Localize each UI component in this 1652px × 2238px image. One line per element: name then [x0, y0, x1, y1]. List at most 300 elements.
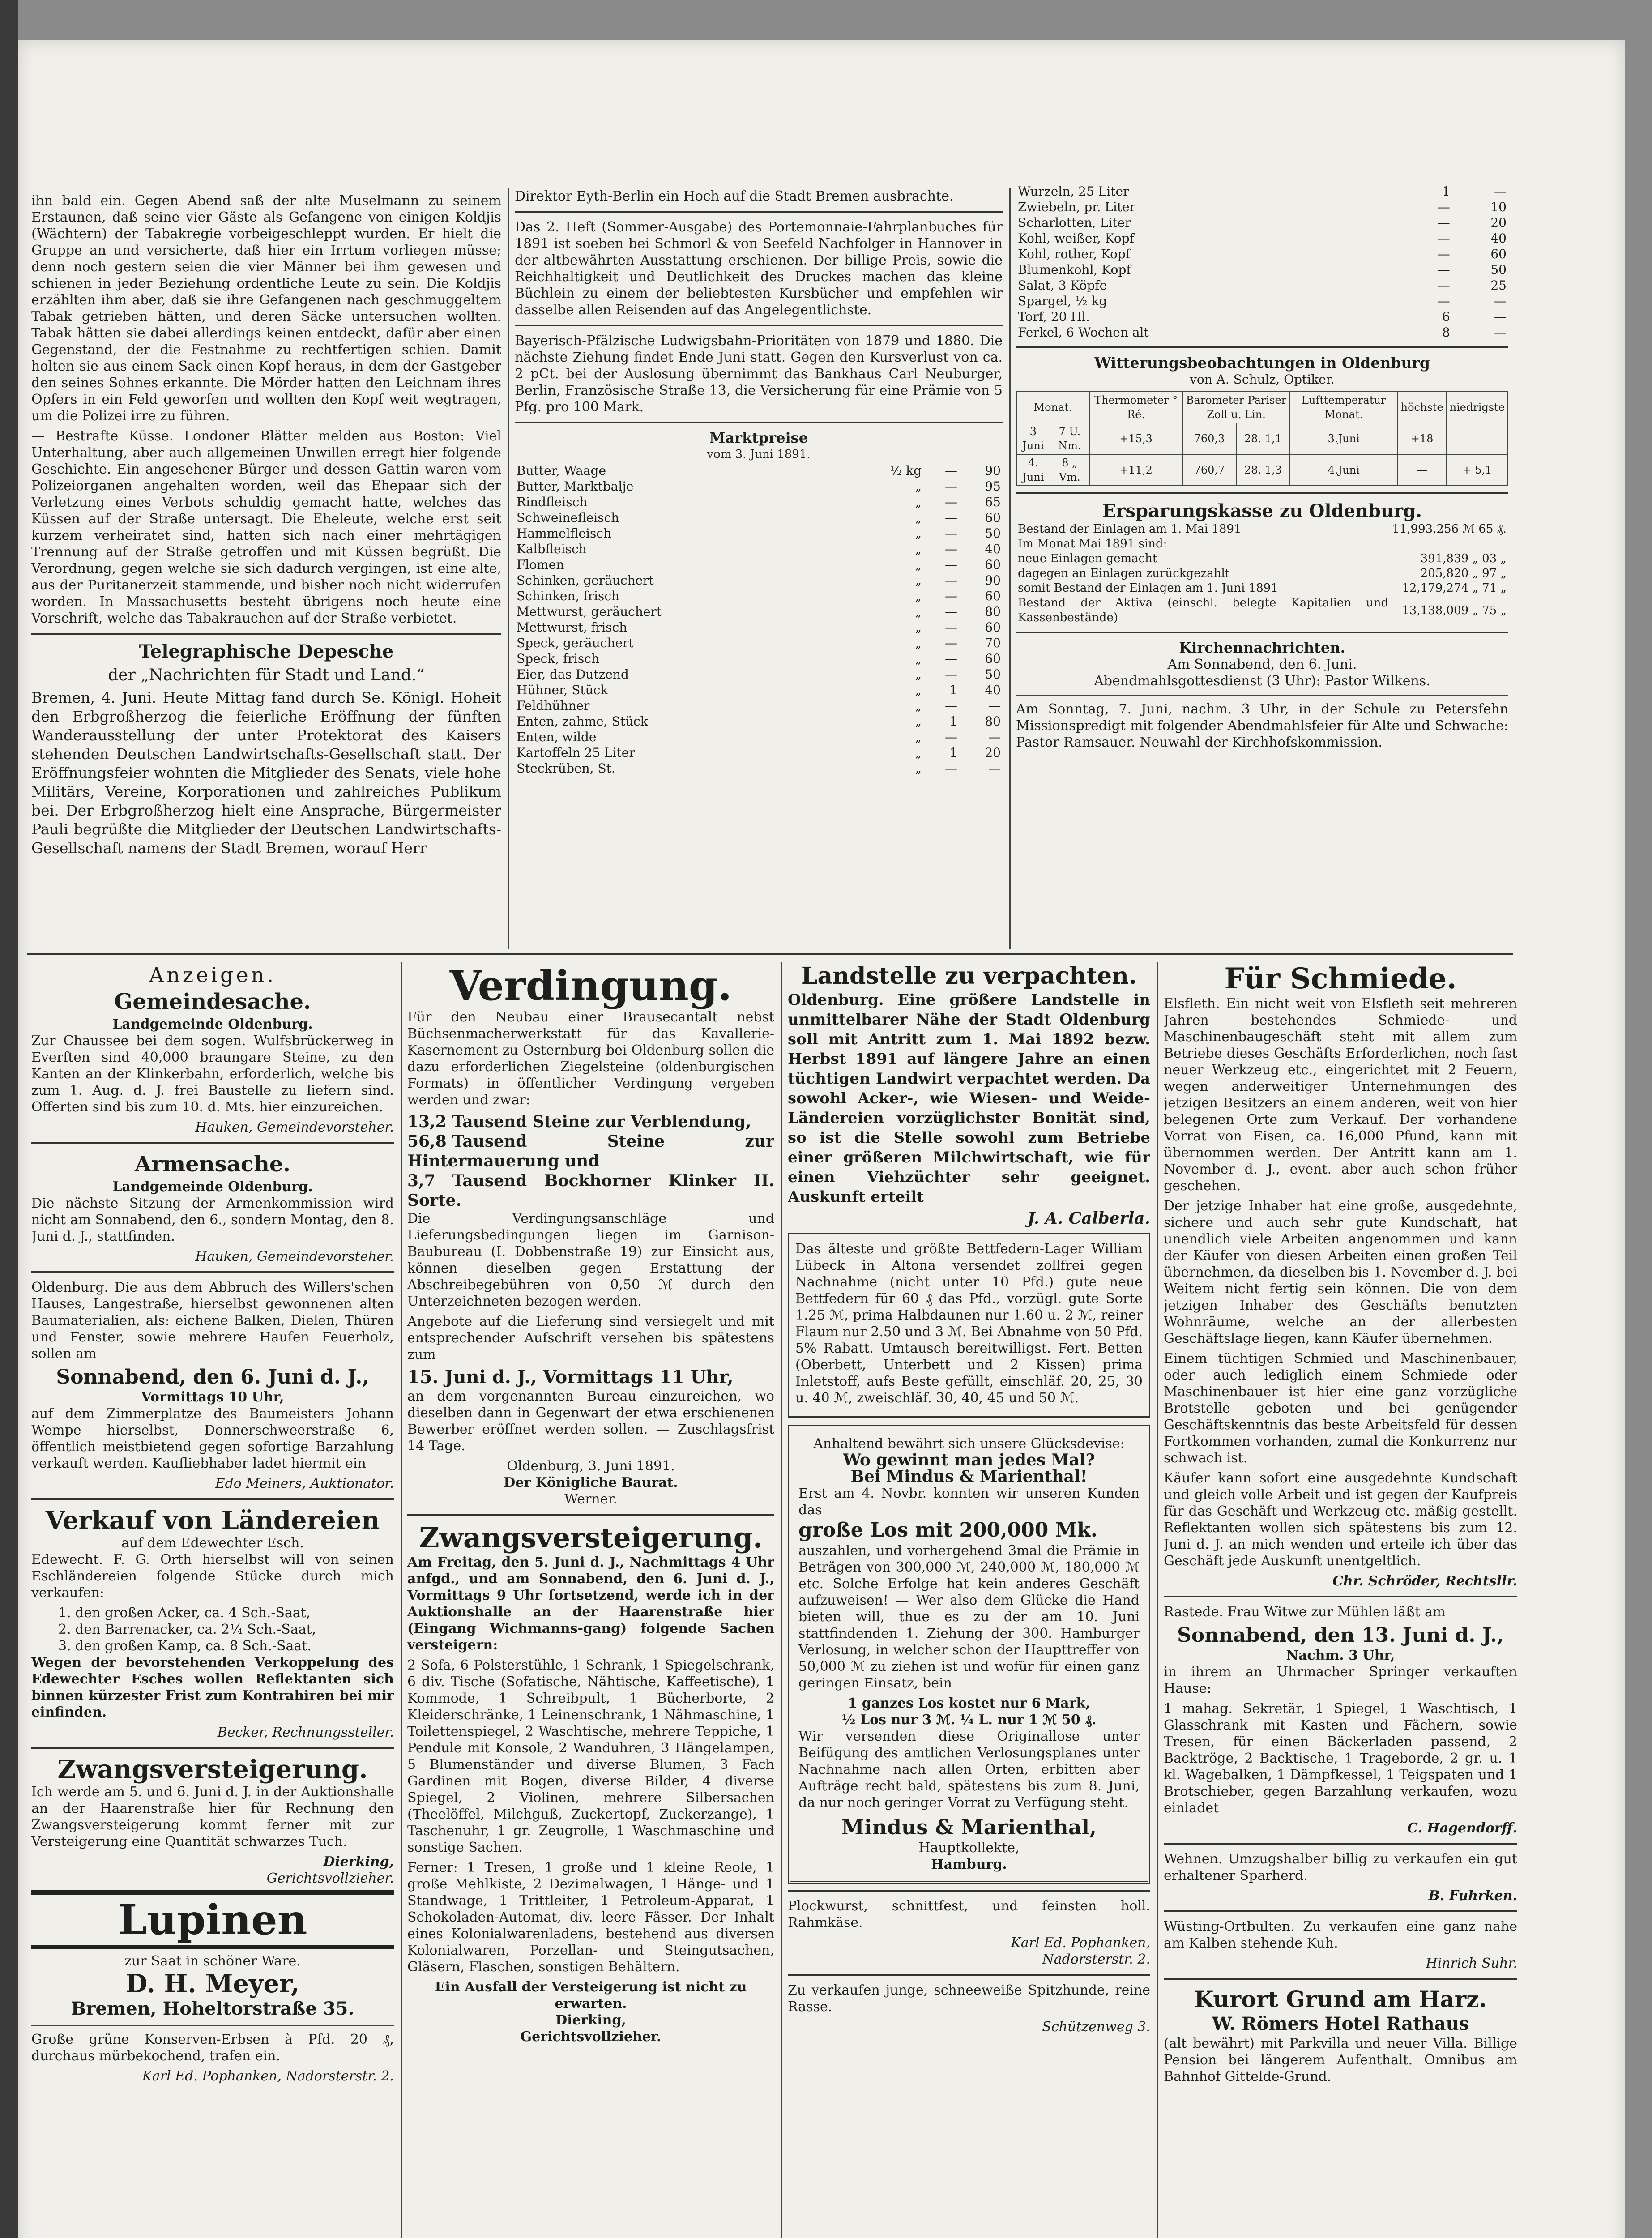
- market-pfennig: —: [988, 698, 1001, 713]
- weather-header: Lufttemperatur Monat.: [1290, 392, 1398, 423]
- abbruch-text: Oldenburg. Die aus dem Abbruch des Willers'schen Hauses, Langestraße, hierselbst gewonnenen alten Baumaterialien, als: eichene Balken, Dielen, Thüren und Fenster, sowie mehrere Haufen Feuerholz, sollen am: [31, 1280, 394, 1362]
- weather-cell-baro2: 28. 1,3: [1236, 454, 1290, 486]
- verkauf-text-2: Wegen der bevorstehenden Verkoppelung des Edewechter Esches wollen Reflektanten sich binnen kürzester Frist zum Kontrahiren bei mir einfinden.: [31, 1655, 394, 1720]
- weather-cell-date: 4. Juni: [1016, 454, 1050, 486]
- market-pfennig: 60: [985, 589, 1001, 603]
- weather-header: Thermometer ° Ré.: [1089, 392, 1182, 423]
- rastede-date: Sonnabend, den 13. Juni d. J.,: [1177, 1624, 1504, 1647]
- market-row: [515, 572, 1003, 588]
- weather-cell-baro: 760,7: [1182, 454, 1236, 486]
- rastede-text: Rastede. Frau Witwe zur Mühlen läßt am: [1164, 1604, 1446, 1620]
- verdingung-deadline: 15. Juni d. J., Vormittags 11 Uhr,: [407, 1367, 734, 1388]
- weather-cell-baro2: 28. 1,1: [1236, 423, 1290, 454]
- market-item: Schinken, geräuchert: [517, 573, 654, 588]
- verdingung-item: [407, 1171, 774, 1210]
- zwang2-note: Ein Ausfall der Versteigerung ist nicht zu erwarten.: [435, 1979, 747, 2012]
- veg-pfennig: 10: [1490, 200, 1507, 214]
- schmiede-text-3: Einem tüchtigen Schmied und Maschinenbauer, oder auch lediglich einem Schmiede oder Maschinenbauer ist hier eine ganz vorzügliche Brotstelle geboten und bei genügender Geschäftskenntnis das beste Arbeitsfeld für dessen Fortkommen vorhanden, zumal die Konkurrenz nur schwach ist.: [1164, 1351, 1517, 1466]
- market-title: Marktpreise: [709, 429, 808, 446]
- kaese-signature: Karl Ed. Pophanken,: [1011, 1935, 1150, 1951]
- market-row: [515, 463, 1003, 478]
- abbruch-text-2: auf dem Zimmerplatze des Baumeisters Johann Wempe hierselbst, Donnerschweerstraße 6, öffentlich meistbietend gegen sofortige Barzahlung verkauft werden. Kaufliebhaber ladet hiermit ein: [31, 1406, 394, 1471]
- armen-title: Armensache.: [134, 1152, 291, 1177]
- market-row: [515, 525, 1003, 541]
- divider: [1016, 346, 1508, 348]
- market-row: [515, 635, 1003, 651]
- lupinen-address: Bremen, Hoheltorstraße 35.: [71, 1998, 354, 2019]
- weather-cell-min: + 5,1: [1447, 454, 1508, 486]
- news-column-3: [1016, 184, 1508, 949]
- market-pfennig: 50: [985, 526, 1001, 541]
- market-row: [515, 698, 1003, 713]
- market-item: Mettwurst, frisch: [517, 620, 628, 635]
- market-pfennig: 90: [985, 463, 1001, 478]
- market-mark: 1: [949, 714, 958, 729]
- sparkasse-row: [1016, 551, 1508, 566]
- verkauf-text: Edewecht. F. G. Orth hierselbst will von seinen Eschländereien folgende Stücke durch mich verkaufen:: [31, 1552, 394, 1601]
- weather-cell-min: [1447, 423, 1508, 454]
- column-divider: [781, 962, 782, 2238]
- veg-mark: 6: [1442, 309, 1450, 324]
- market-pfennig: 70: [985, 636, 1001, 650]
- weather-cell-day: 3.Juni: [1290, 423, 1398, 454]
- sparkasse-row: [1016, 566, 1508, 581]
- zwang-signature-2: Gerichtsvollzieher.: [266, 1871, 394, 1886]
- market-mark: —: [945, 698, 958, 713]
- verdingung-item: [407, 1132, 774, 1171]
- verdingung-text-2: Die Verdingungsanschläge und Lieferungsbedingungen liegen im Garnison-Baubureau (I. Dobbenstraße 19) zur Einsicht aus, können dieselben gegen Erstattung der Abschreibegebühren von 0,50 ℳ durch den Unterzeichneten bezogen werden.: [407, 1211, 774, 1309]
- gemeinde-title: Gemeindesache.: [114, 989, 311, 1014]
- weather-cell-time: 7 U. Nm.: [1050, 423, 1089, 454]
- veg-pfennig: 60: [1490, 247, 1507, 261]
- market-item: Schinken, frisch: [517, 589, 620, 603]
- market-mark: —: [945, 510, 958, 525]
- lotto-price: 1 ganzes Los kostet nur 6 Mark,: [848, 1696, 1090, 1711]
- lotto-firm: Mindus & Marienthal,: [841, 1815, 1097, 1839]
- market-unit: „: [915, 745, 922, 760]
- veg-mark: —: [1437, 278, 1450, 293]
- veg-item: Scharlotten, Liter: [1018, 215, 1131, 230]
- story-paragraph: — Bestrafte Küsse. Londoner Blätter melden aus Boston: Viel Unterhaltung, aber auch allgemeinen Unwillen erregt hier folgende Geschichte. Ein angesehener Bürger und dessen Gattin waren vom Polizeiorganen angehalten worden, weil das Ehepaar sich der Verletzung eines Verbots schuldig gemacht hatte, welches das Küssen auf der Straße untersagt. Die Eheleute, welche erst seit kurzem verheiratet sind, hatten sich nach einer mehrtägigen Trennung auf der Straße getroffen und mit Küssen begrüßt. Die Verordnung, gegen welche sie sich dadurch vergingen, ist eine alte, aus der Puritanerzeit stammende, und bisher noch nicht widerrufen worden. In Massachusetts besteht übrigens noch heute eine Vorschrift, welche das Tabakrauchen auf der Straße verbietet.: [31, 428, 501, 626]
- market-row: [515, 651, 1003, 666]
- verkauf-title: Verkauf von Ländereien: [45, 1506, 380, 1535]
- veg-mark: —: [1437, 231, 1450, 246]
- verkauf-signature: Becker, Rechnungssteller.: [217, 1725, 394, 1740]
- market-pfennig: —: [988, 730, 1001, 744]
- ads-column-4: [1164, 962, 1517, 2238]
- market-row: [515, 510, 1003, 525]
- divider: [1164, 1843, 1517, 1845]
- divider: [31, 633, 501, 635]
- lotto-text-2: auszahlen, und vorhergehend 3mal die Prämie in Beträgen von 300,000 ℳ, 240,000 ℳ, 180,000 ℳ etc. Solche Erfolge hat kein anderes Geschäft aufzuweisen! — Wer also dem Glücke die Hand bieten will, thue es zu der am 10. Juni stattfindenden 1. Ziehung der 300. Hamburger Verlosung, in welcher schon der Haupttreffer von 50,000 ℳ zu ziehen ist und wofür für einen ganz geringen Einsatz, bein: [798, 1543, 1140, 1691]
- market-unit: „: [915, 479, 922, 494]
- veg-row: [1016, 262, 1508, 278]
- weather-subtitle: von A. Schulz, Optiker.: [1190, 372, 1335, 387]
- market-pfennig: 20: [985, 745, 1001, 760]
- sparkasse-value: 12,179,274 „ 71 „: [1402, 581, 1507, 595]
- market-pfennig: 80: [985, 604, 1001, 619]
- abbruch-signature: Edo Meiners, Auktionator.: [215, 1476, 394, 1491]
- market-unit: „: [915, 761, 922, 776]
- divider: [31, 1142, 394, 1144]
- verdingung-title: Verdingung.: [449, 962, 732, 1010]
- market-row: [515, 494, 1003, 510]
- section-divider: [27, 953, 1513, 955]
- veg-mark: —: [1437, 262, 1450, 277]
- kirchen-line: Am Sonnabend, den 6. Juni.: [1167, 657, 1357, 672]
- weather-cell-time: 8 „ Vm.: [1050, 454, 1089, 486]
- divider: [31, 1498, 394, 1500]
- market-mark: —: [945, 463, 958, 478]
- veg-row: [1016, 309, 1508, 325]
- market-pfennig: 60: [985, 510, 1001, 525]
- veg-row: [1016, 184, 1508, 199]
- wuesting-signature: Hinrich Suhr.: [1426, 1956, 1517, 1971]
- kirchen-text: Am Sonntag, 7. Juni, nachm. 3 Uhr, in der Schule zu Petersfehn Missionspredigt mit folgender Abendmahlsfeier für Alte und Schwache: Pastor Ramsauer. Neuwahl der Kirchhofskommission.: [1016, 701, 1508, 750]
- lotto-price-2: ½ Los nur 3 ℳ. ¼ L. nur 1 ℳ 50 ₰.: [841, 1712, 1097, 1728]
- sparkasse-row: [1016, 537, 1508, 551]
- telegram-subtitle: der „Nachrichten für Stadt und Land.“: [108, 666, 425, 684]
- lotto-city: Hamburg.: [931, 1857, 1007, 1872]
- sparkasse-label: Bestand der Einlagen am 1. Mai 1891: [1018, 522, 1242, 536]
- divider: [1164, 1910, 1517, 1912]
- lotto-text-3: Wir versenden diese Originallose unter Beifügung des amtlichen Verlosungsplanes unter Nachnahme nach allen Orten, erbitten aber Aufträge recht bald, spätestens bis zum 8. Juni, da nur noch geringer Vorrat zu Verfügung steht.: [798, 1729, 1140, 1811]
- market-row: [515, 619, 1003, 635]
- verdingung-text-3: Angebote auf die Lieferung sind versiegelt und mit entsprechender Aufschrift versehen bis spätestens zum: [407, 1314, 774, 1362]
- divider: [407, 1514, 774, 1516]
- telegram-text: Bremen, 4. Juni. Heute Mittag fand durch Se. Königl. Hoheit den Erbgroßherzog die feierliche Eröffnung der fünften Wanderausstellung der unter Protektorat des Kaisers stehenden Deutschen Landwirtschafts-Gesellschaft statt. Der Eröffnungsfeier wohnten die Mitglieder des Senats, viele hohe Militärs, Vereine, Korporationen und zahlreiches Publikum bei. Der Erbgroßherzog hielt eine Ansprache, Bürgermeister Pauli begrüßte die Mitglieder der Deutschen Landwirtschafts-Gesellschaft namens der Stadt Bremen, worauf Herr: [31, 689, 501, 857]
- market-item: Hühner, Stück: [517, 683, 608, 697]
- market-pfennig: 60: [985, 620, 1001, 635]
- sparkasse-value: [1390, 537, 1508, 551]
- rastede-items: 1 mahag. Sekretär, 1 Spiegel, 1 Waschtisch, 1 Glasschrank mit Kasten und Fächern, sowie Tresen, für einen Bäckerladen passend, 2 Backtröge, 2 Backtische, 1 Trageborde, 2 gr. u. 1 kl. Wagebalken, 1 Dämpfkessel, 1 Teigspaten und 1 Brotschieber, gegen Barzahlung verkaufen, wozu einladet: [1164, 1701, 1517, 1816]
- story-paragraph: ihn bald ein. Gegen Abend saß der alte Muselmann zu seinem Erstaunen, daß seine vier Gäste als Gefangene von einigen Koldjis (Wächtern) der Tabakregie vorbeigeschleppt wurden. Er hielt die Gruppe an und versicherte, daß hier ein Irrtum vorliegen müsse; denn noch gestern seien die vier Männer bei ihm gewesen und schienen in jeder Beziehung ordentliche Leute zu sein. Die Koldjis erzählten ihm aber, daß sie ihre Gefangenen nach geschmuggeltem Tabak getrieben hätten, und deren Säcke untersuchen wollten. Tabak hätten sie dabei allerdings keinen entdeckt, dafür aber einen Gegenstand, der die Festnahme zu rechtfertigen schien. Damit holten sie aus einem Sack einen Kopf heraus, in dem der Gastgeber den seines Sohnes erkannte. Die Mörder hatten den Leichnam ihres Opfers in ein Feld geworfen und wollten den Kopf weit wegtragen, um die Polizei irre zu führen.: [31, 193, 501, 424]
- market-item: Speck, geräuchert: [517, 636, 634, 650]
- veg-mark: —: [1437, 200, 1450, 214]
- veg-pfennig: —: [1494, 294, 1507, 308]
- weather-row: [1016, 423, 1508, 454]
- divider: [515, 325, 1003, 326]
- kaese-text: Plockwurst, schnittfest, und feinsten holl. Rahmkäse.: [788, 1898, 1150, 1930]
- verdingung-signature-2: Werner.: [564, 1491, 618, 1507]
- weather-cell-max: —: [1398, 454, 1447, 486]
- market-mark: —: [945, 620, 958, 635]
- market-item: Hammelfleisch: [517, 526, 612, 541]
- veg-pfennig: —: [1494, 184, 1507, 199]
- veg-item: Salat, 3 Köpfe: [1018, 278, 1107, 293]
- market-unit: „: [915, 730, 922, 744]
- market-unit: „: [915, 604, 922, 619]
- market-date: vom 3. Juni 1891.: [707, 448, 811, 461]
- veg-pfennig: 40: [1490, 231, 1507, 246]
- market-row: [515, 588, 1003, 604]
- vegetable-price-table: [1016, 184, 1508, 340]
- verdingung-desc: Tausend Steine zur Hintermauerung und: [407, 1132, 774, 1170]
- spitz-text: Zu verkaufen junge, schneeweiße Spitzhunde, reine Rasse.: [788, 1982, 1150, 2015]
- verdingung-item: [407, 1112, 774, 1132]
- rastede-text-2: in ihrem an Uhrmacher Springer verkauften Hause:: [1164, 1664, 1517, 1696]
- market-mark: 1: [949, 745, 958, 760]
- veg-row: [1016, 293, 1508, 309]
- market-item: Enten, wilde: [517, 730, 597, 744]
- sparkasse-label: neue Einlagen gemacht: [1018, 552, 1157, 565]
- market-mark: —: [945, 636, 958, 650]
- veg-mark: —: [1437, 294, 1450, 308]
- divider: [31, 1271, 394, 1273]
- divider: [1164, 1596, 1517, 1597]
- divider: [1164, 1978, 1517, 1980]
- lotto-answer: Bei Mindus & Marienthal!: [850, 1467, 1088, 1486]
- weather-cell-temp: +11,2: [1089, 454, 1182, 486]
- market-item: Steckrüben, St.: [517, 761, 615, 776]
- market-pfennig: 40: [985, 542, 1001, 556]
- market-mark: —: [945, 730, 958, 744]
- market-row: [515, 604, 1003, 619]
- abbruch-time: Vormittags 10 Uhr,: [141, 1389, 284, 1405]
- lotto-question: Wo gewinnt man jedes Mal?: [843, 1451, 1095, 1469]
- lupinen-firm: D. H. Meyer,: [125, 1969, 300, 1999]
- sparkasse-label: Bestand der Aktiva (einschl. belegte Kapitalien und Kassenbestände): [1018, 596, 1389, 624]
- market-row: [515, 729, 1003, 745]
- veg-item: Ferkel, 6 Wochen alt: [1018, 325, 1149, 340]
- zwang2-text: Am Freitag, den 5. Juni d. J., Nachmittags 4 Uhr anfgd., und am Sonnabend, den 6. Juni d. J., Vormittags 9 Uhr fortsetzend, werde ich in der Auktionshalle an der Haarenstraße hier (Eingang Wichmanns-gang) folgende Sachen versteigern:: [407, 1555, 774, 1653]
- lupinen-banner: [31, 1890, 394, 1949]
- weather-cell-temp: +15,3: [1089, 423, 1182, 454]
- market-unit: „: [915, 667, 922, 682]
- market-mark: —: [945, 589, 958, 603]
- lotto-firm-2: Hauptkollekte,: [918, 1840, 1020, 1856]
- weather-header: Monat.: [1016, 392, 1089, 423]
- wuesting-text: Wüsting-Ortbulten. Zu verkaufen eine ganz nahe am Kalben stehende Kuh.: [1164, 1919, 1517, 1951]
- market-row: [515, 745, 1003, 760]
- market-row: [515, 713, 1003, 729]
- sparkasse-table: [1016, 522, 1508, 625]
- sparkasse-label: Im Monat Mai 1891 sind:: [1018, 537, 1167, 551]
- veg-item: Spargel, ½ kg: [1018, 294, 1107, 308]
- zwang2-items-2: Ferner: 1 Tresen, 1 große und 1 kleine Reole, 1 große Mehlkiste, 2 Dezimalwagen, 1 Hänge- und 1 Standwage, 1 Trittleiter, 1 Petroleum-Apparat, 1 Schokoladen-Automat, div. leere Fässer. Der Inhalt eines Kolonialwarenladens, bestehend aus diversen Kolonialwaren, Porzellan- und Steingutsachen, Gläsern, Flaschen, sonstigen Behältern.: [407, 1860, 774, 1975]
- market-mark: —: [945, 651, 958, 666]
- gemeinde-sub: Landgemeinde Oldenburg.: [112, 1016, 313, 1032]
- market-mark: —: [945, 495, 958, 509]
- wehnen-text: Wehnen. Umzugshalber billig zu verkaufen ein gut erhaltener Sparherd.: [1164, 1851, 1517, 1884]
- zwang-text: Ich werde am 5. und 6. Juni d. J. in der Auktionshalle an der Haarenstraße hier für Rechnung den Zwangsversteigerung kommt ferner mit zur Versteigerung eine Quantität schwarzes Tuch.: [31, 1784, 394, 1849]
- market-unit: „: [915, 651, 922, 666]
- market-pfennig: 60: [985, 651, 1001, 666]
- verdingung-text: Für den Neubau einer Brausecantalt nebst Büchsenmacherwerkstatt für das Kavallerie-Kasernement zu Osternburg bei Oldenburg sollen die dazu erforderlichen Ziegelsteine (oldenburgischen Formats) in öffentlicher Verdingung vergeben werden und zwar:: [407, 1009, 774, 1108]
- verdingung-desc: Tausend Steine zur Verblendung,: [452, 1112, 751, 1131]
- lotto-ad: [788, 1425, 1150, 1884]
- sparkasse-value: 11,993,256 ℳ 65 ₰.: [1392, 522, 1507, 536]
- market-unit: „: [915, 620, 922, 635]
- lupinen-sub: zur Saat in schöner Ware.: [124, 1953, 301, 1969]
- market-item: Butter, Waage: [517, 463, 606, 478]
- landstelle-title: Landstelle zu verpachten.: [801, 962, 1137, 990]
- market-item: Flomen: [517, 557, 564, 572]
- sparkasse-row: [1016, 522, 1508, 537]
- schmiede-text-2: Der jetzige Inhaber hat eine große, ausgedehnte, sichere und auch sehr gute Kundschaft, hat unendlich viele Arbeiten angenommen und kann der Käufer von diesen Arbeiten einen großen Teil übernehmen, da dieselben bis 1. November d. J. bei Weitem nicht fertig sein können. Die von dem jetzigen Inhaber des Geschäfts benutzten Wohnräume, welche an der allerbesten Geschäftslage liegen, kann Käufer übernehmen.: [1164, 1198, 1517, 1346]
- ludwigsbahn-notice: Bayerisch-Pfälzische Ludwigsbahn-Prioritäten von 1879 und 1880. Die nächste Ziehung findet Ende Juni statt. Gegen den Kursverlust von ca. 2 pCt. bei der Auslosung übernimmt das Bankhaus Carl Neuburger, Berlin, Französische Straße 13, die Versicherung für eine Prämie von 5 Pfg. pro 100 Mark.: [515, 333, 1003, 415]
- veg-item: Torf, 20 Hl.: [1018, 309, 1090, 324]
- veg-row: [1016, 215, 1508, 231]
- veg-mark: —: [1437, 247, 1450, 261]
- federn-text: Das älteste und größte Bettfedern-Lager William Lübeck in Altona versendet zollfrei gegen Nachnahme (nicht unter 10 Pfd.) gute neue Bettfedern für 60 ₰ das Pfd., vorzügl. gute Sorte 1.25 ℳ, prima Halbdaunen nur 1.60 u. 2 ℳ, reiner Flaum nur 2.50 und 3 ℳ. Bei Abnahme von 50 Pfd. 5% Rabatt. Umtausch bereitwilligst. Fert. Betten (Oberbett, Unterbett und 2 Kissen) prima Inletstoff, aufs Beste gefüllt, einschläf. 20, 25, 30 u. 40 ℳ, zweischläf. 30, 40, 45 und 50 ℳ.: [795, 1241, 1143, 1406]
- verdingung-place: Oldenburg, 3. Juni 1891.: [507, 1458, 675, 1474]
- zwang2-items: 2 Sofa, 6 Polsterstühle, 1 Schrank, 1 Spiegelschrank, 6 div. Tische (Sofatische, Nähtische, Kaffeetische), 1 Kommode, 1 Schreibpult, 1 Bücherborte, 2 Kleiderschränke, 1 Leinenschrank, 1 Nähmaschine, 1 Toilettenspiegel, 2 Waschtische, mehrere Teppiche, 1 Pendule mit Konsole, 2 Wanduhren, 3 Hängelampen, 5 Blumenständer und diverse Blumen, 3 Fach Gardinen mit Bogen, diverse Bilder, 4 diverse Spiegel, 2 Violinen, mehrere Silbersachen (Theelöffel, Milchguß, Zuckertopf, Zuckerzange), 1 Taschenuhr, 1 gr. Zeugrolle, 1 Waschmaschine und sonstige Sachen.: [407, 1657, 774, 1855]
- weather-row: [1016, 454, 1508, 486]
- verkauf-item: 3. den großen Kamp, ca. 8 Sch.-Saat.: [58, 1638, 312, 1654]
- verdingung-qty: 13,2: [407, 1112, 447, 1131]
- weather-header: niedrigste: [1447, 392, 1508, 423]
- verkauf-item: 2. den Barrenacker, ca. 2¼ Sch.-Saat,: [58, 1622, 316, 1637]
- veg-pfennig: —: [1494, 309, 1507, 324]
- market-unit: „: [915, 636, 922, 650]
- weather-cell-max: +18: [1398, 423, 1447, 454]
- lupinen-title: Lupinen: [118, 1896, 307, 1944]
- market-item: Enten, zahme, Stück: [517, 714, 648, 729]
- market-row: [515, 760, 1003, 776]
- sparkasse-label: somit Bestand der Einlagen am 1. Juni 1891: [1018, 581, 1278, 595]
- market-unit: „: [915, 495, 922, 509]
- armen-signature: Hauken, Gemeindevorsteher.: [195, 1249, 394, 1264]
- market-unit: „: [915, 557, 922, 572]
- market-row: [515, 478, 1003, 494]
- market-price-table: [515, 463, 1003, 776]
- market-mark: —: [945, 667, 958, 682]
- sparkasse-row: [1016, 596, 1508, 625]
- market-pfennig: 80: [985, 714, 1001, 729]
- news-column-1: [31, 192, 501, 935]
- verdingung-desc: Tausend Bockhorner Klinker II. Sorte.: [407, 1171, 774, 1210]
- weather-table: [1016, 391, 1508, 486]
- kurort-sub: W. Römers Hotel Rathaus: [1212, 2013, 1469, 2034]
- veg-item: Zwiebeln, pr. Liter: [1018, 200, 1136, 214]
- market-item: Kalbfleisch: [517, 542, 587, 556]
- lotto-big: große Los mit 200,000 Mk.: [798, 1519, 1098, 1542]
- market-item: Feldhühner: [517, 698, 590, 713]
- kaese-address: Nadorsterstr. 2.: [1042, 1952, 1150, 1967]
- veg-row: [1016, 231, 1508, 246]
- erbsen-text: Große grüne Konserven-Erbsen à Pfd. 20 ₰, durchaus mürbekochend, trafen ein.: [31, 2032, 394, 2064]
- armen-sub: Landgemeinde Oldenburg.: [112, 1179, 313, 1195]
- weather-header: Barometer Pariser Zoll u. Lin.: [1182, 392, 1290, 423]
- market-mark: —: [945, 526, 958, 541]
- divider: [1016, 695, 1508, 696]
- kirchen-line: Abendmahlsgottesdienst (3 Uhr): Pastor Wilkens.: [1094, 673, 1430, 689]
- column-divider: [1009, 188, 1011, 949]
- zwang-title: Zwangsversteigerung.: [57, 1755, 368, 1784]
- news-column-2: [515, 188, 1003, 949]
- veg-mark: —: [1437, 215, 1450, 230]
- ads-header: Anzeigen.: [149, 963, 276, 987]
- column-divider: [1157, 962, 1158, 2238]
- kurort-text: (alt bewährt) mit Parkvilla und neuer Villa. Billige Pension bei längerem Aufenthalt. Omnibus am Bahnhof Gittelde-Grund.: [1164, 2036, 1517, 2084]
- market-item: Eier, das Dutzend: [517, 667, 629, 682]
- kirchen-title: Kirchennachrichten.: [1179, 639, 1345, 656]
- divider: [788, 1890, 1150, 1892]
- column-divider: [401, 962, 402, 2238]
- continuation-text: Direktor Eyth-Berlin ein Hoch auf die Stadt Bremen ausbrachte.: [515, 188, 954, 204]
- porte-notice: Das 2. Heft (Sommer-Ausgabe) des Portemonnaie-Fahrplanbuches für 1891 ist soeben bei Schmorl & von Seefeld Nachfolger in Hannover in der altbewährten Ausstattung erschienen. Der billige Preis, sowie die Reichhaltigkeit und Deutlichkeit des Druckes machen das kleine Büchlein zu einem der beliebtesten Kursbücher und empfehlen wir dasselbe allen Reisenden auf das Angelegentlichste.: [515, 219, 1003, 318]
- abbruch-date: Sonnabend, den 6. Juni d. J.,: [56, 1366, 369, 1388]
- veg-item: Kohl, rother, Kopf: [1018, 247, 1131, 261]
- veg-pfennig: 20: [1490, 215, 1507, 230]
- weather-cell-date: 3 Juni: [1016, 423, 1050, 454]
- lotto-text: Erst am 4. Novbr. konnten wir unseren Kunden das: [798, 1486, 1140, 1518]
- market-item: Mettwurst, geräuchert: [517, 604, 662, 619]
- divider: [788, 1974, 1150, 1976]
- divider: [515, 422, 1003, 423]
- verkauf-sub: auf dem Edewechter Esch.: [121, 1535, 304, 1551]
- sparkasse-value: 13,138,009 „ 75 „: [1402, 603, 1507, 617]
- weather-cell-baro: 760,3: [1182, 423, 1236, 454]
- weather-cell-day: 4.Juni: [1290, 454, 1398, 486]
- zwang2-title: Zwangsversteigerung.: [419, 1521, 763, 1554]
- verdingung-text-4: an dem vorgenannten Bureau einzureichen, wo dieselben dann in Gegenwart der etwa erschienenen Bewerber eröffnet werden sollen. — Zuschlagsfrist 14 Tage.: [407, 1388, 774, 1454]
- armen-text: Die nächste Sitzung der Armenkommission wird nicht am Sonnabend, den 6., sondern Montag, den 8. Juni d. J., stattfinden.: [31, 1196, 394, 1244]
- veg-pfennig: 25: [1490, 278, 1507, 293]
- market-pfennig: 50: [985, 667, 1001, 682]
- market-mark: —: [945, 761, 958, 776]
- ads-column-3: [788, 962, 1150, 2238]
- market-item: Rindfleisch: [517, 495, 588, 509]
- zwang-signature: Dierking,: [323, 1854, 394, 1870]
- verdingung-qty: 56,8: [407, 1132, 447, 1151]
- veg-pfennig: 50: [1490, 262, 1507, 277]
- market-mark: —: [945, 557, 958, 572]
- market-unit: „: [915, 510, 922, 525]
- veg-row: [1016, 246, 1508, 262]
- schmiede-signature: Chr. Schröder, Rechtsllr.: [1332, 1573, 1517, 1589]
- zwang2-signature: Dierking,: [555, 2012, 626, 2028]
- divider: [515, 211, 1003, 213]
- landstelle-signature: J. A. Calberla.: [1027, 1209, 1150, 1228]
- lotto-intro: Anhaltend bewährt sich unsere Glücksdevise:: [813, 1436, 1125, 1452]
- market-pfennig: 65: [985, 495, 1001, 509]
- sparkasse-value: 205,820 „ 97 „: [1420, 567, 1507, 580]
- market-unit: ½ kg: [890, 463, 922, 478]
- schmiede-text: Elsfleth. Ein nicht weit von Elsfleth seit mehreren Jahren bestehendes Schmiede- und Maschinenbaugeschäft steht mit allem zum Betriebe dieses Geschäfts Erforderlichen, noch fast neuer Werkzeug etc., eingerichtet mit 2 Feuern, wegen anderweitiger Unternehmungen des jetzigen Besitzers an einem anderen, weit von hier belegenen Orte zum Verkauf. Der vorhandene Vorrat von Eisen, ca. 16,000 Pfund, kann mit übernommen werden. Der Antritt kann am 1. November d. J., event. aber auch schon früher geschehen.: [1164, 996, 1517, 1194]
- schmiede-text-4: Käufer kann sofort eine ausgedehnte Kundschaft und gleich volle Arbeit und ist gegen der Kaufpreis für das Geschäft und Werkzeug etc. mäßig gestellt. Reflektanten wollen sich spätestens bis zum 12. Juni d. J. an mich wenden und erteile ich über das Geschäft jede Auskunft unentgeltlich.: [1164, 1470, 1517, 1569]
- gemeinde-text: Zur Chaussee bei dem sogen. Wulfsbrückerweg in Everſten sind 40,000 braungare Steine, zu den Kanten an der Klinkerbahn, erforderlich, welche bis zum 1. Aug. d. J. frei Baustelle zu liefern sind. Offerten sind bis zum 10. d. Mts. hier einzureichen.: [31, 1033, 394, 1115]
- erbsen-signature: Karl Ed. Pophanken, Nadorsterstr. 2.: [142, 2068, 394, 2084]
- ads-column-2: [407, 962, 774, 2238]
- veg-item: Kohl, weißer, Kopf: [1018, 231, 1134, 246]
- telegram-title: Telegraphische Depesche: [139, 641, 394, 662]
- veg-mark: 1: [1442, 184, 1450, 199]
- schmiede-title: Für Schmiede.: [1224, 962, 1457, 995]
- market-unit: „: [915, 698, 922, 713]
- market-unit: „: [915, 542, 922, 556]
- market-unit: „: [915, 526, 922, 541]
- market-item: Speck, frisch: [517, 651, 599, 666]
- veg-row: [1016, 278, 1508, 293]
- veg-mark: 8: [1442, 325, 1450, 340]
- veg-row: [1016, 199, 1508, 215]
- market-row: [515, 541, 1003, 557]
- spitz-address: Schützenweg 3.: [1042, 2019, 1150, 2035]
- verkauf-item: 1. den großen Acker, ca. 4 Sch.-Saat,: [58, 1605, 311, 1621]
- divider: [31, 1747, 394, 1749]
- rastede-time: Nachm. 3 Uhr,: [1286, 1648, 1395, 1663]
- market-row: [515, 666, 1003, 682]
- market-row: [515, 557, 1003, 572]
- divider: [31, 2025, 394, 2026]
- sparkasse-label: dagegen an Einlagen zurückgezahlt: [1018, 567, 1230, 580]
- landstelle-text: Oldenburg. Eine größere Landstelle in unmittelbarer Nähe der Stadt Oldenburg soll mit Antritt zum 1. Mai 1892 bezw. Herbst 1891 auf längere Jahre an einen tüchtigen Landwirt verpachtet werden. Da sowohl Acker-, wie Wiesen- und Weide-Ländereien vorzüglichster Bonität sind, so ist die Stelle sowohl zum Betriebe einer größeren Milchwirtschaft, wie für einen Viehzüchter sehr geeignet. Auskunft erteilt: [788, 991, 1150, 1206]
- veg-pfennig: —: [1494, 325, 1507, 340]
- federn-ad: [788, 1233, 1150, 1418]
- market-mark: —: [945, 573, 958, 588]
